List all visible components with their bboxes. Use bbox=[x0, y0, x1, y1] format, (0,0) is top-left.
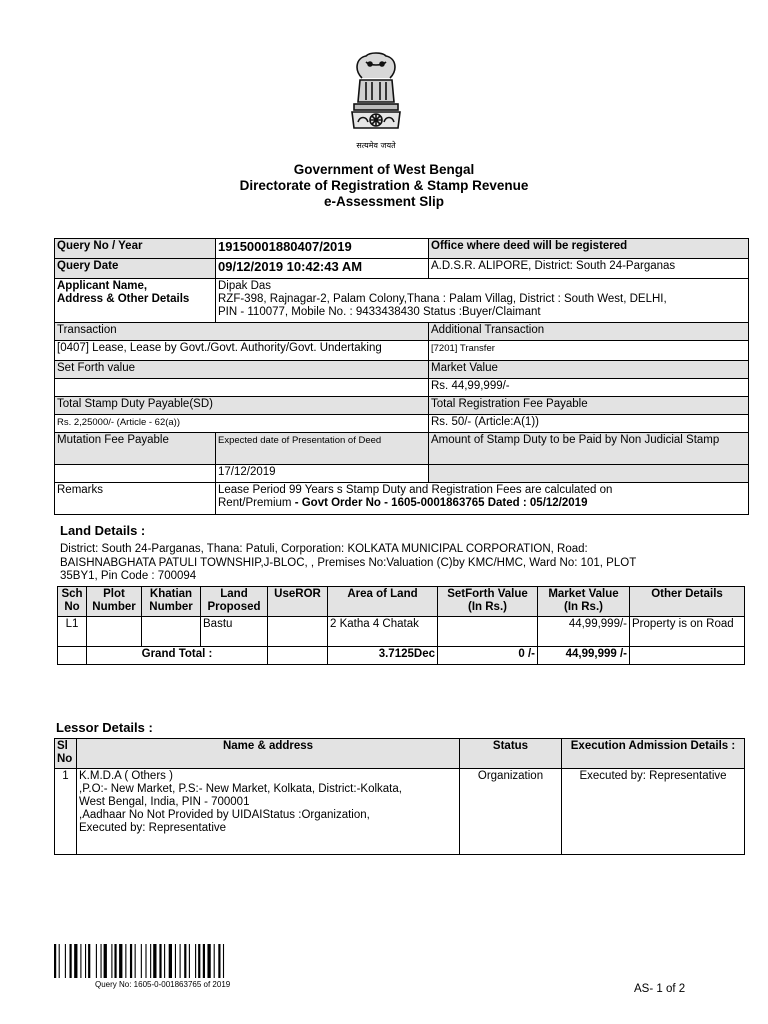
land-description bbox=[60, 543, 740, 584]
lessor-executed-by: Executed by: Representative bbox=[79, 822, 227, 834]
table-row bbox=[58, 617, 745, 647]
assessment-details-table bbox=[54, 238, 749, 515]
header-directorate: Directorate of Registration & Stamp Revenue bbox=[239, 178, 529, 193]
table-row bbox=[55, 769, 745, 855]
land-details-title: Land Details : bbox=[60, 523, 146, 538]
query-no-value: 19150001880407/2019 bbox=[216, 239, 429, 259]
col-status: Status bbox=[460, 739, 562, 769]
transaction-value: [0407] Lease, Lease by Govt./Govt. Authority/Govt. Undertaking bbox=[55, 341, 429, 361]
emblem-motto: सत्यमेव जयते bbox=[356, 141, 396, 150]
land-desc-line2: BAISHNABGHATA PATULI TOWNSHIP,J-BLOC, , Premises No:Valuation (C)by KMC/HMC, Ward No: 101, PLOT bbox=[60, 556, 637, 569]
cell-name-address bbox=[77, 769, 460, 855]
cell-setforth bbox=[438, 617, 538, 647]
grand-total-setforth: 0 /- bbox=[438, 647, 538, 665]
lessor-address-line1: ,P.O:- New Market, P.S:- New Market, Kolkata, District:-Kolkata, bbox=[79, 783, 402, 795]
col-khatian-number: Khatian Number bbox=[142, 587, 201, 617]
remarks-value bbox=[216, 483, 749, 515]
additional-transaction-label: Additional Transaction bbox=[429, 323, 749, 341]
cell-status: Organization bbox=[460, 769, 562, 855]
cell-use-ror bbox=[268, 617, 328, 647]
remarks-line2 bbox=[218, 497, 746, 510]
col-sl-no: Sl No bbox=[55, 739, 77, 769]
land-desc-line1: District: South 24-Parganas, Thana: Patuli, Corporation: KOLKATA MUNICIPAL CORPORATION, Road: bbox=[60, 543, 588, 555]
applicant-label bbox=[55, 279, 216, 323]
land-desc-line3: 35BY1, Pin Code : 700094 bbox=[60, 570, 197, 582]
non-judicial-stamp-label: Amount of Stamp Duty to be Paid by Non Judicial Stamp bbox=[429, 433, 749, 465]
cell-execution: Executed by: Representative bbox=[562, 769, 745, 855]
lessor-aadhaar: ,Aadhaar No Not Provided by UIDAIStatus :Organization, bbox=[79, 809, 370, 821]
market-value: Rs. 44,99,999/- bbox=[429, 379, 749, 397]
col-use-ror: UseROR bbox=[268, 587, 328, 617]
query-no-label: Query No / Year bbox=[55, 239, 216, 259]
col-sch-no: Sch No bbox=[58, 587, 87, 617]
registration-fee-value: Rs. 50/- (Article:A(1)) bbox=[429, 415, 749, 433]
cell-khatian-number bbox=[142, 617, 201, 647]
total-row bbox=[58, 647, 745, 665]
set-forth-value bbox=[55, 379, 429, 397]
remarks-rent: Rent/Premium bbox=[218, 497, 292, 509]
mutation-fee-label: Mutation Fee Payable bbox=[55, 433, 216, 465]
office-label: Office where deed will be registered bbox=[429, 239, 749, 259]
footer-query-no: Query No: 1605-0-001863765 of 2019 bbox=[95, 980, 231, 989]
lessor-address-line2: West Bengal, India, PIN - 700001 bbox=[79, 796, 250, 808]
col-market-value: Market Value (In Rs.) bbox=[538, 587, 630, 617]
cell-plot-number bbox=[87, 617, 142, 647]
transaction-label: Transaction bbox=[55, 323, 429, 341]
total-spacer bbox=[58, 647, 87, 665]
col-name-address: Name & address bbox=[77, 739, 460, 769]
stamp-duty-value: Rs. 2,25000/- (Article - 62(a)) bbox=[55, 415, 429, 433]
grand-total-market: 44,99,999 /- bbox=[538, 647, 630, 665]
lessor-details-table bbox=[54, 738, 745, 855]
remarks-line1: Lease Period 99 Years s Stamp Duty and Registration Fees are calculated on bbox=[218, 484, 613, 496]
expected-date-value: 17/12/2019 bbox=[216, 465, 429, 483]
col-setforth-value: SetForth Value (In Rs.) bbox=[438, 587, 538, 617]
cell-sl-no: 1 bbox=[55, 769, 77, 855]
barcode-icon bbox=[54, 944, 274, 978]
col-plot-number: Plot Number bbox=[87, 587, 142, 617]
additional-transaction-value: [7201] Transfer bbox=[429, 341, 749, 361]
header-government: Government of West Bengal bbox=[293, 162, 475, 177]
office-value: A.D.S.R. ALIPORE, District: South 24-Parganas bbox=[429, 259, 749, 279]
page-number: AS- 1 of 2 bbox=[634, 983, 686, 995]
grand-total-label: Grand Total : bbox=[87, 647, 268, 665]
applicant-name: Dipak Das bbox=[218, 280, 272, 292]
applicant-label-line2: Address & Other Details bbox=[57, 293, 190, 305]
non-judicial-stamp-value bbox=[429, 465, 749, 483]
total-use-ror bbox=[268, 647, 328, 665]
set-forth-label: Set Forth value bbox=[55, 361, 429, 379]
cell-sch-no: L1 bbox=[58, 617, 87, 647]
col-land-proposed: Land Proposed bbox=[201, 587, 268, 617]
land-details-table bbox=[57, 586, 745, 665]
applicant-address: RZF-398, Rajnagar-2, Palam Colony,Thana : Palam Villag, District : South West, DELHI, bbox=[218, 293, 667, 305]
applicant-pin-mobile: PIN - 110077, Mobile No. : 9433438430 Status :Buyer/Claimant bbox=[218, 306, 541, 318]
header-slip-title: e-Assessment Slip bbox=[323, 194, 445, 209]
total-other bbox=[630, 647, 745, 665]
remarks-label: Remarks bbox=[55, 483, 216, 515]
cell-land-proposed: Bastu bbox=[201, 617, 268, 647]
col-other-details: Other Details bbox=[630, 587, 745, 617]
expected-date-label: Expected date of Presentation of Deed bbox=[216, 433, 429, 465]
remarks-govt-order: - Govt Order No - 1605-0001863765 Dated : 05/12/2019 bbox=[291, 497, 588, 509]
grand-total-area: 3.7125Dec bbox=[328, 647, 438, 665]
cell-area: 2 Katha 4 Chatak bbox=[328, 617, 438, 647]
query-date-value: 09/12/2019 10:42:43 AM bbox=[216, 259, 429, 279]
cell-other: Property is on Road bbox=[630, 617, 745, 647]
market-value-label: Market Value bbox=[429, 361, 749, 379]
query-date-label: Query Date bbox=[55, 259, 216, 279]
registration-fee-label: Total Registration Fee Payable bbox=[429, 397, 749, 415]
stamp-duty-label: Total Stamp Duty Payable(SD) bbox=[55, 397, 429, 415]
lessor-details-title: Lessor Details : bbox=[56, 720, 153, 735]
mutation-fee-value bbox=[55, 465, 216, 483]
applicant-details bbox=[216, 279, 749, 323]
col-execution-admission: Execution Admission Details : bbox=[562, 739, 745, 769]
applicant-label-line1: Applicant Name, bbox=[57, 280, 148, 292]
col-area-of-land: Area of Land bbox=[328, 587, 438, 617]
lessor-name: K.M.D.A ( Others ) bbox=[79, 770, 173, 782]
national-emblem-icon bbox=[336, 40, 416, 156]
cell-market: 44,99,999/- bbox=[538, 617, 630, 647]
